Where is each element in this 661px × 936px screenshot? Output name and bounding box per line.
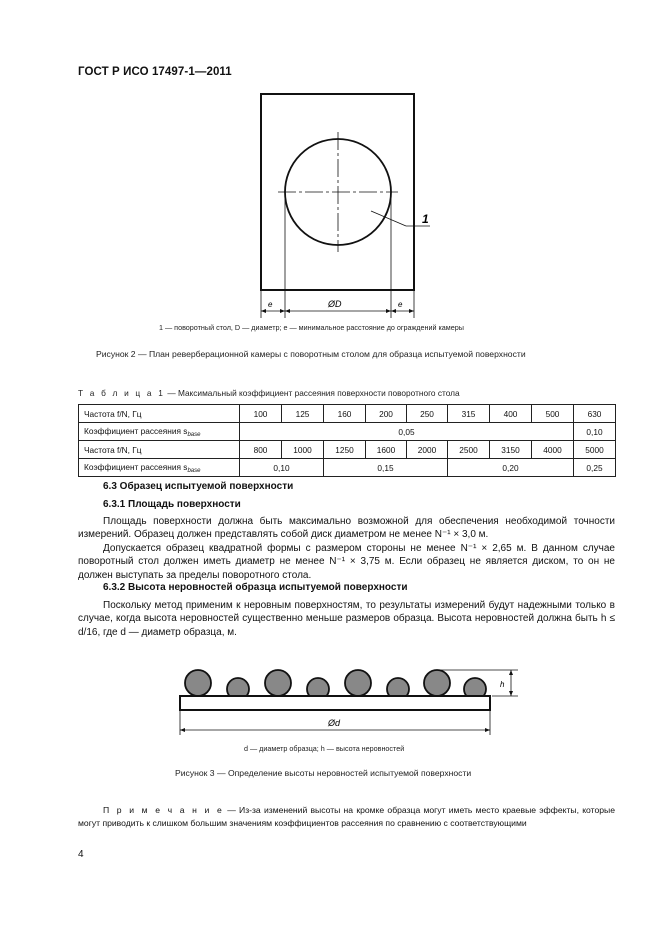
row-label: Частота f/N, Гц xyxy=(79,405,240,423)
table-row-coefficient-2: Коэффициент рассеяния $s_{base}$ 0,10 0,15 0,20 0,25 xyxy=(79,459,616,477)
figure-2-legend: 1 — поворотный стол, D — диаметр; e — минимальное расстояние до ограждений камеры xyxy=(159,323,464,332)
section-heading-6-3: 6.3 Образец испытуемой поверхности xyxy=(103,481,294,492)
table-row-coefficient-1: Коэффициент рассеяния $s_{base}$ 0,05 0,10 xyxy=(79,423,616,441)
section-heading-6-3-2: 6.3.2 Высота неровностей образца испытуемой поверхности xyxy=(103,582,408,593)
callout-label-1: 1 xyxy=(422,212,429,226)
large-bump xyxy=(265,670,291,696)
sample-base-plate xyxy=(180,696,490,710)
row-label: Коэффициент рассеяния $s_{base}$ xyxy=(79,423,240,441)
figure-3-legend: d — диаметр образца; h — высота неровностей xyxy=(244,744,405,753)
paragraph: Допускается образец квадратной формы с размером стороны не менее N⁻¹ × 2,65 м. В данном случае поворотный стол должен иметь диаметр не менее N⁻¹ × 3,75 м. Если образец не является диском, то он не должен выступать за пределы поворотного стола. xyxy=(78,542,615,581)
dimension-arrow xyxy=(261,309,266,313)
table-row-frequency-2: Частота f/N, Гц 800 1000 1250 1600 2000 2500 3150 4000 5000 xyxy=(79,441,616,459)
dimension-arrow xyxy=(386,309,391,313)
large-bump xyxy=(185,670,211,696)
body-paragraphs-6-3-2 xyxy=(78,599,615,639)
body-paragraphs-6-3-1 xyxy=(78,515,615,582)
dimension-arrow xyxy=(485,728,490,732)
large-bump xyxy=(345,670,371,696)
note-paragraph: П р и м е ч а н и е — Из-за изменений высоты на кромке образца могут иметь место краевые эффекты, которые могут приводить к слишком большим значениям коэффициентов рассеяния по сравнению с соответствующими xyxy=(78,805,615,828)
row-label: Коэффициент рассеяния $s_{base}$ xyxy=(79,459,240,477)
leader-line xyxy=(371,211,406,226)
table-1-title: Т а б л и ц а 1 — Максимальный коэффициент рассеяния поверхности поворотного стола xyxy=(78,388,460,398)
dimension-arrow xyxy=(409,309,414,313)
dimension-arrow xyxy=(509,670,513,675)
dim-label-e-left: e xyxy=(268,300,273,309)
dimension-arrow xyxy=(280,309,285,313)
dim-label-diameter: ØD xyxy=(328,299,342,309)
figure-3-drawing xyxy=(0,655,661,740)
section-heading-6-3-1: 6.3.1 Площадь поверхности xyxy=(103,499,241,510)
dimension-arrow xyxy=(285,309,290,313)
paragraph: Поскольку метод применим к неровным поверхностям, то результаты измерений будут надежными только в случае, когда высота неровностей существенно меньше размеров образца. Высота неровностей должна быть h ≤ d/16, где d — диаметр образца, м. xyxy=(78,600,615,638)
figure-3-caption: Рисунок 3 — Определение высоты неровностей испытуемой поверхности xyxy=(175,768,472,778)
figure-2-drawing xyxy=(0,0,661,340)
document-header: ГОСТ Р ИСО 17497-1—2011 xyxy=(78,66,232,78)
dim-label-diameter-d: Ød xyxy=(328,718,341,728)
large-bump xyxy=(424,670,450,696)
table-row-frequency-1: Частота f/N, Гц 100 125 160 200 250 315 400 500 630 xyxy=(79,405,616,423)
dimension-arrow xyxy=(180,728,185,732)
row-label: Частота f/N, Гц xyxy=(79,441,240,459)
dimension-arrow xyxy=(391,309,396,313)
dim-label-h: h xyxy=(500,680,505,689)
paragraph: Площадь поверхности должна быть максимально возможной для обеспечения необходимой точности измерений. Образец должен представлять собой диск диаметром не менее N⁻¹ × 3,0 м. xyxy=(78,516,615,541)
scattering-coefficient-table xyxy=(78,404,616,477)
dimension-arrow xyxy=(509,691,513,696)
page-number: 4 xyxy=(78,849,84,860)
dim-label-e-right: e xyxy=(398,300,403,309)
figure-2-caption: Рисунок 2 — План реверберационной камеры с поворотным столом для образца испытуемой поверхности xyxy=(96,349,526,359)
